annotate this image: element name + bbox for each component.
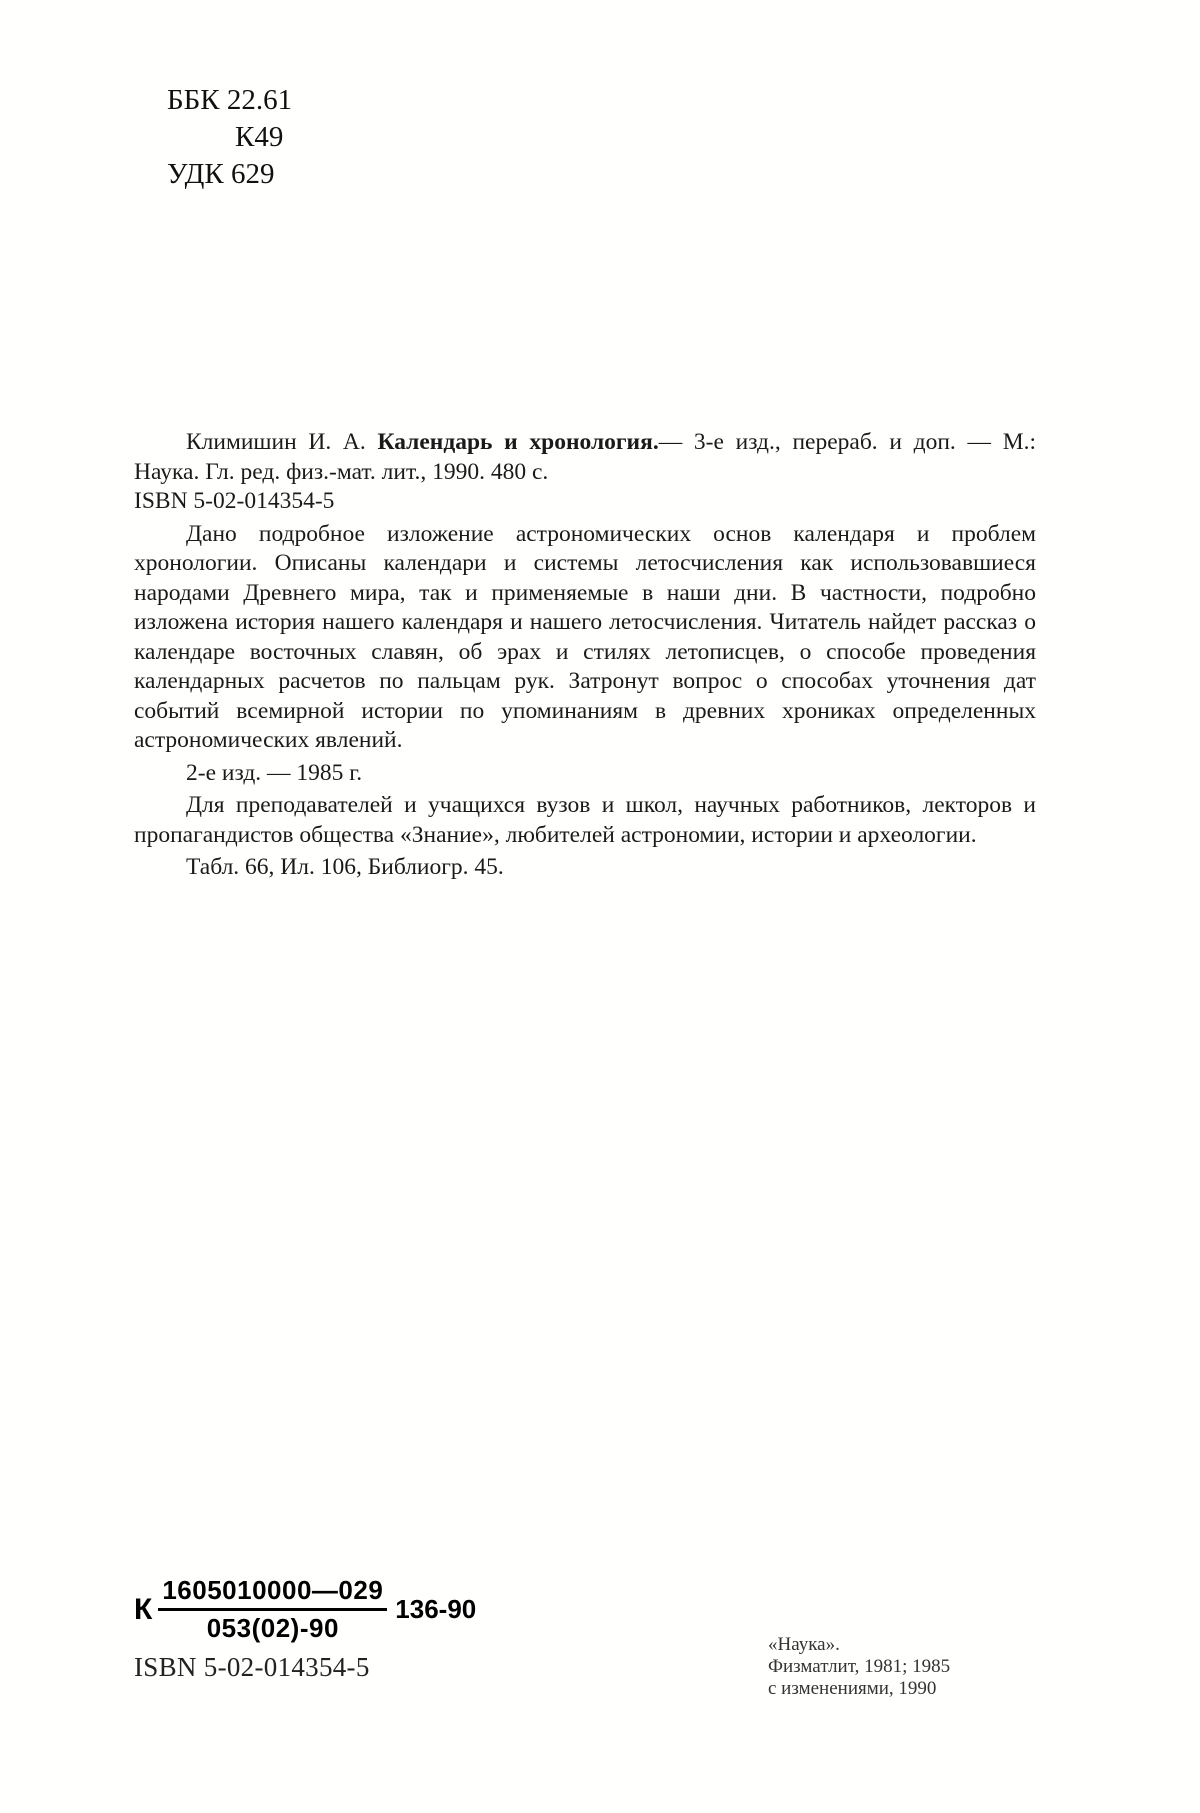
citation-isbn: ISBN 5-02-014354-5	[134, 487, 1036, 517]
citation	[134, 428, 1036, 487]
copyright-notice	[768, 1634, 950, 1700]
citation-details: — 3-е изд., перераб. и доп. — М.: Наука. Гл. ред. физ.-мат. лит., 1990. 480 с.	[134, 429, 1036, 485]
copyright-publisher: «Наука».	[768, 1634, 950, 1656]
imprint-isbn: ISBN 5-02-014354-5	[134, 1652, 370, 1683]
formula-denominator: 053(02)-90	[207, 1611, 339, 1644]
formula-numerator: 1605010000—029	[158, 1575, 387, 1611]
author-mark: К49	[167, 119, 292, 156]
citation-author: Климишин И. А.	[186, 429, 366, 455]
classification-codes	[167, 82, 292, 193]
formula-letter: К	[134, 1593, 152, 1627]
citation-title: Календарь и хронология.	[377, 429, 658, 455]
book-copyright-page	[0, 0, 1200, 1813]
udk-code: УДК 629	[167, 156, 292, 193]
copyright-revision: с изменениями, 1990	[768, 1678, 950, 1700]
previous-edition-note: 2-е изд. — 1985 г.	[134, 759, 1036, 789]
description-paragraph: Дано подробное изложение астрономических основ календаря и проблем хронологии. Описаны календари и системы летосчисления как использовавшиеся народами Древнего мира, так и применяемые в наши дни. В частности, подробно изложена история нашего календаря и нашего летосчисления. Читатель найдет рассказ о календаре восточных славян, об эрах и стилях летописцев, о способе проведения календарных расчетов по пальцам рук. Затронут вопрос о способах уточнения дат событий всемирной истории по упоминаниям в древних хрониках определенных астрономических явлений.	[134, 520, 1036, 756]
imprint-formula	[134, 1575, 476, 1644]
copyright-years: Физматлит, 1981; 1985	[768, 1656, 950, 1678]
bbk-code: ББК 22.61	[167, 82, 292, 119]
formula-fraction	[158, 1575, 387, 1644]
bibliographic-abstract	[134, 428, 1036, 883]
formula-suffix: 136-90	[395, 1594, 476, 1625]
stats-line: Табл. 66, Ил. 106, Библиогр. 45.	[134, 853, 1036, 883]
audience-paragraph: Для преподавателей и учащихся вузов и школ, научных работников, лекторов и пропагандистов общества «Знание», любителей астрономии, истории и археологии.	[134, 791, 1036, 850]
